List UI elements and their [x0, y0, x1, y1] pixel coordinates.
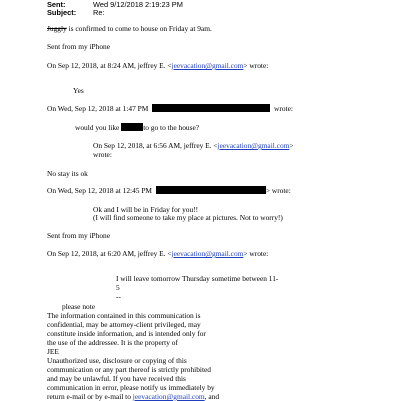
disclaimer-line: constitute inside information, and is intended only for — [47, 329, 206, 338]
subject-text: Re: — [93, 8, 105, 17]
quote-header-text: > wrote: — [243, 249, 269, 258]
message-line: 5 — [116, 283, 120, 292]
disclaimer-line: communication in error, please notify us immediately by — [47, 383, 215, 392]
redaction-block — [156, 186, 266, 194]
disclaimer-title: please note — [62, 302, 96, 311]
sent-date: Wed 9/12/2018 2:19:23 PM — [93, 0, 183, 9]
quote-header — [47, 61, 268, 70]
email-link[interactable]: jeevacation@gmail.com — [171, 249, 244, 258]
subject-value — [93, 8, 105, 17]
separator-line: -- — [116, 292, 121, 301]
email-link[interactable]: jeevacation@gmail.com — [171, 61, 244, 70]
redaction-block — [152, 104, 270, 112]
quote-header-text: > wrote: — [265, 186, 291, 195]
disclaimer-line: confidential, may be attorney-client privileged, may — [47, 320, 201, 329]
line-text: return e-mail or by e-mail to — [47, 392, 133, 401]
quote-header — [47, 104, 293, 113]
disclaimer-line: communication or any part thereof is strictly prohibited — [47, 365, 211, 374]
quote-header — [47, 186, 291, 195]
quote-header-text: wrote: — [274, 104, 293, 113]
disclaimer-line: and may be unlawful. If you have received this — [47, 374, 186, 383]
quote-header-text: > — [289, 141, 294, 150]
quote-header — [93, 141, 294, 150]
subject-label: Subject: — [47, 8, 77, 17]
quote-header — [47, 249, 268, 258]
quote-header-text: On Sep 12, 2018, at 6:56 AM, jeffrey E. < — [93, 141, 218, 150]
quote-header-text: > wrote: — [243, 61, 269, 70]
message-line: No stay its ok — [47, 169, 88, 178]
signature-line: Sent from my iPhone — [47, 231, 111, 240]
disclaimer-line: the use of the addressee. It is the property of — [47, 338, 178, 347]
disclaimer-line: Unauthorized use, disclosure or copying of this — [47, 356, 187, 365]
redaction-block — [121, 123, 143, 131]
message-line — [47, 24, 212, 33]
line-text: would you like — [75, 123, 120, 132]
message-line: (I will find someone to take my place at pictures. Not to worry!) — [93, 213, 283, 222]
disclaimer-line: The information contained in this communication is — [47, 311, 201, 320]
message-line: Ok and I will be in Friday for you!! — [93, 205, 199, 214]
sent-label: Sent: — [47, 0, 66, 9]
message-line — [75, 123, 199, 132]
line-text: is confirmed to come to house on Friday at 9am. — [66, 24, 212, 33]
quote-header-text: On Wed, Sep 12, 2018 at 1:47 PM — [47, 104, 149, 113]
quote-header-text: On Sep 12, 2018, at 6:20 AM, jeffrey E. < — [47, 249, 172, 258]
quote-header-text: On Sep 12, 2018, at 8:24 AM, jeffrey E. < — [47, 61, 172, 70]
email-link[interactable]: jeevacation@gmail.com — [217, 141, 290, 150]
sent-value — [93, 0, 183, 9]
struck-name: Juggly — [47, 24, 67, 33]
disclaimer-line: JEE — [47, 347, 59, 356]
quote-header-text: On Wed, Sep 12, 2018 at 12:45 PM — [47, 186, 152, 195]
email-link[interactable]: jeevacation@gmail.com — [132, 392, 205, 401]
line-text: to go to the house? — [143, 123, 200, 132]
subject-row — [47, 8, 76, 17]
line-text: , and — [204, 392, 220, 401]
signature-line: Sent from my iPhone — [47, 42, 111, 51]
quote-header-wrap: wrote: — [93, 150, 112, 159]
message-line: Yes — [73, 86, 84, 95]
message-line: I will leave tomorrow Thursday sometime between 11- — [116, 274, 279, 283]
